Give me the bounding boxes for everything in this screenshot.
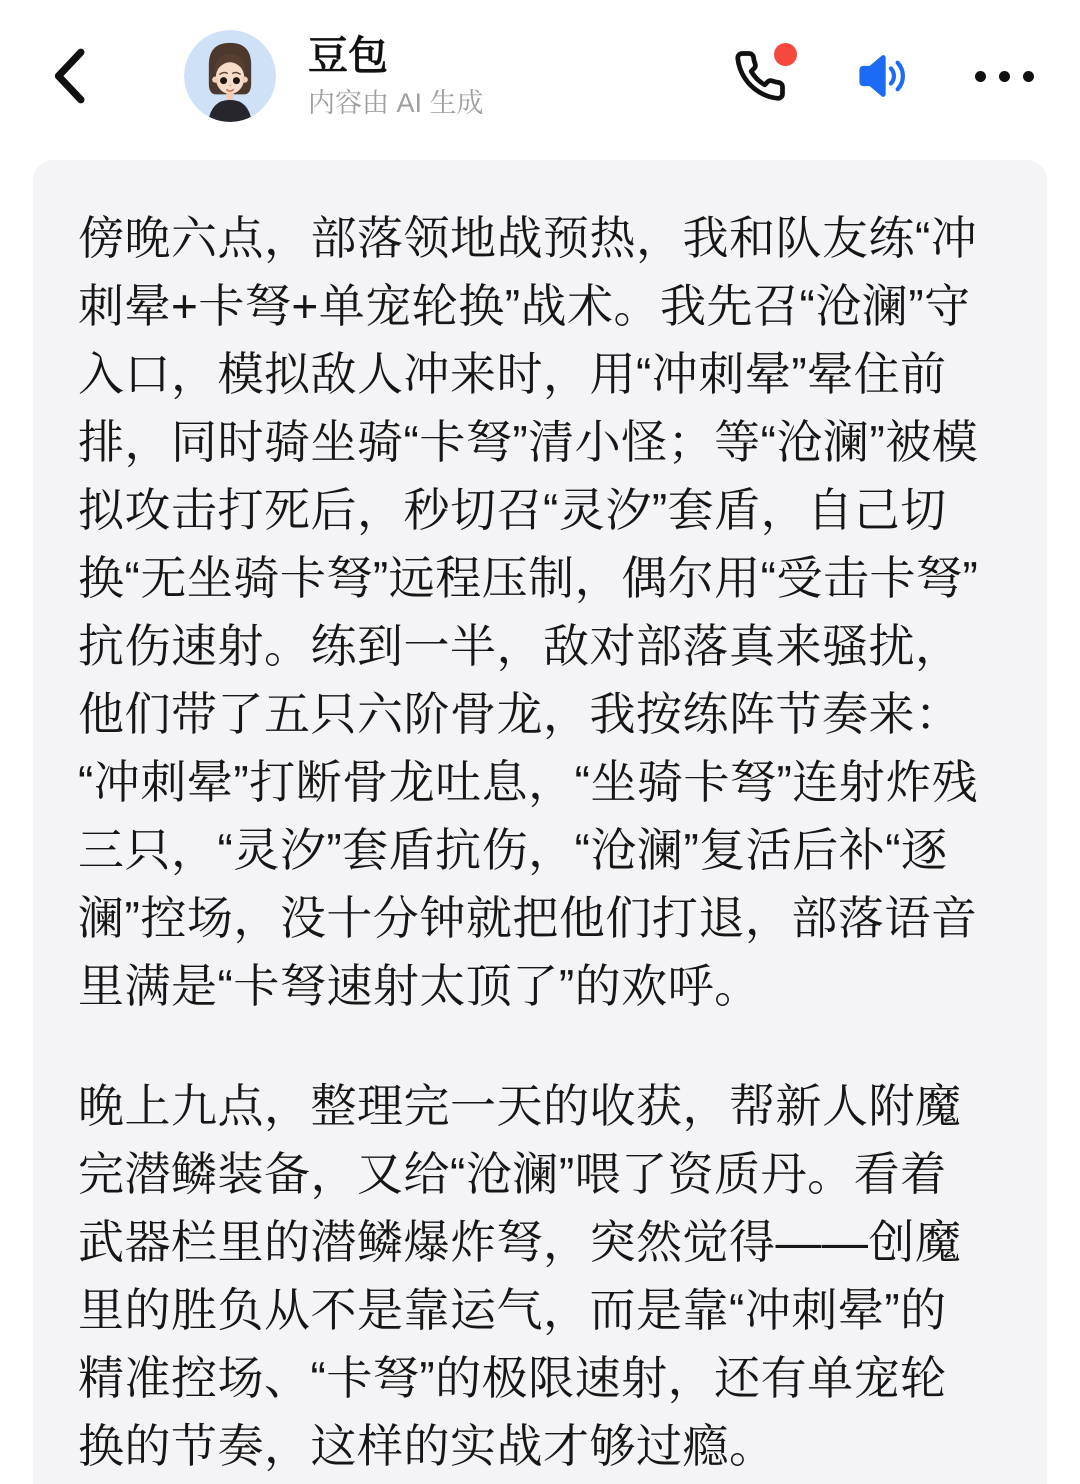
message-paragraphs bbox=[78, 204, 1002, 1480]
text-line: 里的胜负从不是靠运气，而是靠“冲刺晕”的 bbox=[78, 1284, 947, 1336]
chat-title: 豆包 bbox=[308, 34, 388, 78]
text-line: 三只，“灵汐”套盾抗伤，“沧澜”复活后补“逐 bbox=[78, 824, 948, 876]
ellipsis-icon bbox=[975, 71, 1034, 82]
speaker-icon bbox=[851, 48, 911, 104]
header-actions bbox=[733, 48, 1034, 104]
ai-message-bubble bbox=[33, 160, 1047, 1484]
voice-call-button[interactable] bbox=[733, 49, 787, 103]
text-line: 换的节奏，这样的实战才够过瘾。 bbox=[78, 1420, 776, 1472]
notification-badge-dot bbox=[774, 43, 797, 66]
chat-body bbox=[0, 160, 1080, 1484]
chevron-left-icon bbox=[50, 47, 88, 105]
text-line: 傍晚六点，部落领地战预热，我和队友练“冲 bbox=[78, 212, 978, 264]
chat-header bbox=[0, 0, 1080, 152]
text-line: 抗伤速射。练到一半，敌对部落真来骚扰， bbox=[78, 620, 962, 672]
text-line: 晚上九点，整理完一天的收获，帮新人附魔 bbox=[78, 1080, 962, 1132]
text-line: 里满是“卡弩速射太顶了”的欢呼。 bbox=[78, 960, 761, 1012]
text-line: “冲刺晕”打断骨龙吐息，“坐骑卡弩”连射炸残 bbox=[78, 756, 979, 808]
text-line: 刺晕+卡弩+单宠轮换”战术。我先召“沧澜”守 bbox=[78, 280, 971, 332]
ai-disclaimer: 内容由 AI 生成 bbox=[308, 88, 484, 118]
text-line: 他们带了五只六阶骨龙，我按练阵节奏来： bbox=[78, 688, 962, 740]
text-line: 入口，模拟敌人冲来时，用“冲刺晕”晕住前 bbox=[78, 348, 947, 400]
more-options-button[interactable] bbox=[975, 71, 1034, 82]
text-line: 拟攻击打死后，秒切召“灵汐”套盾，自己切 bbox=[78, 484, 947, 536]
paragraph bbox=[78, 204, 1002, 1020]
text-line: 排，同时骑坐骑“卡弩”清小怪；等“沧澜”被模 bbox=[78, 416, 979, 468]
chat-identity bbox=[308, 33, 484, 119]
text-line: 武器栏里的潜鳞爆炸弩，突然觉得——创魔 bbox=[78, 1216, 962, 1268]
text-line: 完潜鳞装备，又给“沧澜”喂了资质丹。看着 bbox=[78, 1148, 947, 1200]
back-button[interactable] bbox=[50, 44, 94, 108]
paragraph bbox=[78, 1072, 1002, 1480]
text-line: 换“无坐骑卡弩”远程压制，偶尔用“受击卡弩” bbox=[78, 552, 979, 604]
speaker-button[interactable] bbox=[851, 48, 911, 104]
text-line: 精准控场、“卡弩”的极限速射，还有单宠轮 bbox=[78, 1352, 947, 1404]
avatar[interactable] bbox=[184, 30, 276, 122]
text-line: 澜”控场，没十分钟就把他们打退，部落语音 bbox=[78, 892, 978, 944]
